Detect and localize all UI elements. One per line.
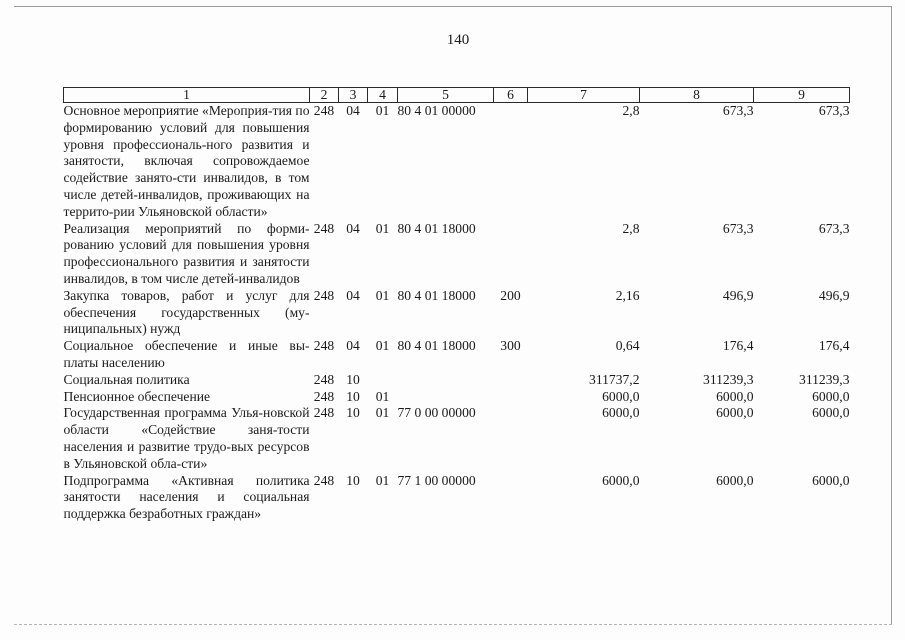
row-value-9: 311239,3 [799,371,850,387]
row-code-6: 200 [500,287,521,303]
row-name: Социальное обеспечение и иные вы-платы населению [63,338,310,370]
row-code-3: 10 [346,371,360,387]
row-code-2: 248 [313,338,335,354]
row-value-8: 6000,0 [716,405,754,421]
row-code-4: 01 [375,103,390,118]
row-code-4: 01 [375,220,390,236]
header-cell-4: 4 [368,88,398,103]
row-code-4: 01 [375,287,390,303]
row-code-3: 04 [346,287,360,303]
row-value-8: 673,3 [722,220,754,236]
row-code-5 [398,372,494,389]
row-code-2: 248 [313,371,335,387]
row-code-3: 10 [346,388,360,404]
table-row [64,288,850,338]
scan-border-bottom [14,624,892,625]
row-value-8: 176,4 [722,338,754,354]
row-code-5: 77 0 00 00000 [397,405,476,421]
row-value-7: 0,64 [615,338,640,354]
row-code-2: 248 [313,220,335,236]
row-code-5: 80 4 01 00000 [397,103,476,118]
header-cell-9: 9 [754,88,850,103]
row-value-8: 311239,3 [703,371,754,387]
budget-table [63,87,850,523]
row-code-5: 80 4 01 18000 [397,338,476,354]
table-row [64,473,850,523]
page-number: 140 [446,32,470,48]
row-value-9: 6000,0 [812,388,850,404]
row-name: Закупка товаров, работ и услуг для обеспечения государственных (му-ниципальных) нужд [63,287,310,337]
row-value-7: 6000,0 [602,405,640,421]
row-code-3: 04 [346,220,360,236]
header-cell-7: 7 [528,88,640,103]
row-code-5: 77 1 00 00000 [397,472,476,488]
scan-border-top [14,6,892,7]
row-value-9: 6000,0 [812,405,850,421]
table-row [64,103,850,221]
header-cell-6: 6 [494,88,528,103]
row-code-5: 80 4 01 18000 [397,287,476,303]
row-value-7: 6000,0 [602,472,640,488]
row-value-8: 6000,0 [716,388,754,404]
row-code-6 [494,473,528,523]
row-value-7: 6000,0 [602,388,640,404]
row-value-7: 311737,2 [589,371,640,387]
header-cell-2: 2 [310,88,339,103]
row-code-2: 248 [313,472,335,488]
row-name: Подпрограмма «Активная политика занятости населения и социальная поддержка безработных граждан» [63,472,310,522]
row-code-3: 10 [346,472,360,488]
header-cell-1: 1 [64,88,310,103]
row-value-9: 6000,0 [812,472,850,488]
row-value-8: 496,9 [722,287,754,303]
row-value-9: 673,3 [818,220,850,236]
row-name: Государственная программа Улья-новской области «Содействие заня-тости населения и развитие трудо-вых ресурсов в Ульяновской обла-сти» [63,405,310,471]
row-code-2: 248 [313,103,335,118]
header-cell-5: 5 [398,88,494,103]
row-name: Социальная политика [63,371,190,387]
table-row [64,405,850,472]
row-code-2: 248 [313,405,335,421]
row-code-4: 01 [375,388,390,404]
row-code-6 [494,389,528,406]
row-value-9: 673,3 [818,103,850,118]
table-row [64,389,850,406]
row-code-3: 10 [346,405,360,421]
row-name: Реализация мероприятий по форми-рованию условий для повышения уровня профессионального развития и занятости инвалидов, в том числе детей-инвалидов [63,220,310,286]
scan-border-right [891,6,892,624]
row-code-6 [494,221,528,288]
row-code-4 [368,372,398,389]
row-value-7: 2,8 [622,220,640,236]
row-code-3: 04 [346,338,360,354]
row-value-8: 673,3 [722,103,754,118]
row-code-4: 01 [375,338,390,354]
row-value-9: 176,4 [818,338,850,354]
row-code-4: 01 [375,472,390,488]
header-cell-8: 8 [640,88,754,103]
row-code-6 [494,103,528,221]
row-code-5 [398,389,494,406]
row-code-3: 04 [346,103,360,118]
row-name: Основное мероприятие «Мероприя-тия по формированию условий для повышения уровня профессиональ-ного развития и занятости, включая сопровождаемое содействие занято-сти инвалидов, в том числе детей-инвалидов, проживающих на террито-рии Ульяновской области» [63,103,310,219]
table-row [64,338,850,372]
header-cell-3: 3 [339,88,368,103]
row-code-6: 300 [500,338,521,354]
row-name: Пенсионное обеспечение [63,388,211,404]
row-code-4: 01 [375,405,390,421]
row-value-7: 2,8 [622,103,640,118]
row-value-8: 6000,0 [716,472,754,488]
row-code-6 [494,372,528,389]
row-code-5: 80 4 01 18000 [397,220,476,236]
row-code-2: 248 [313,287,335,303]
header-row [64,88,850,103]
row-code-6 [494,405,528,472]
row-value-7: 2,16 [615,287,640,303]
row-code-2: 248 [313,388,335,404]
row-value-9: 496,9 [818,287,850,303]
table-row [64,372,850,389]
table-row [64,221,850,288]
